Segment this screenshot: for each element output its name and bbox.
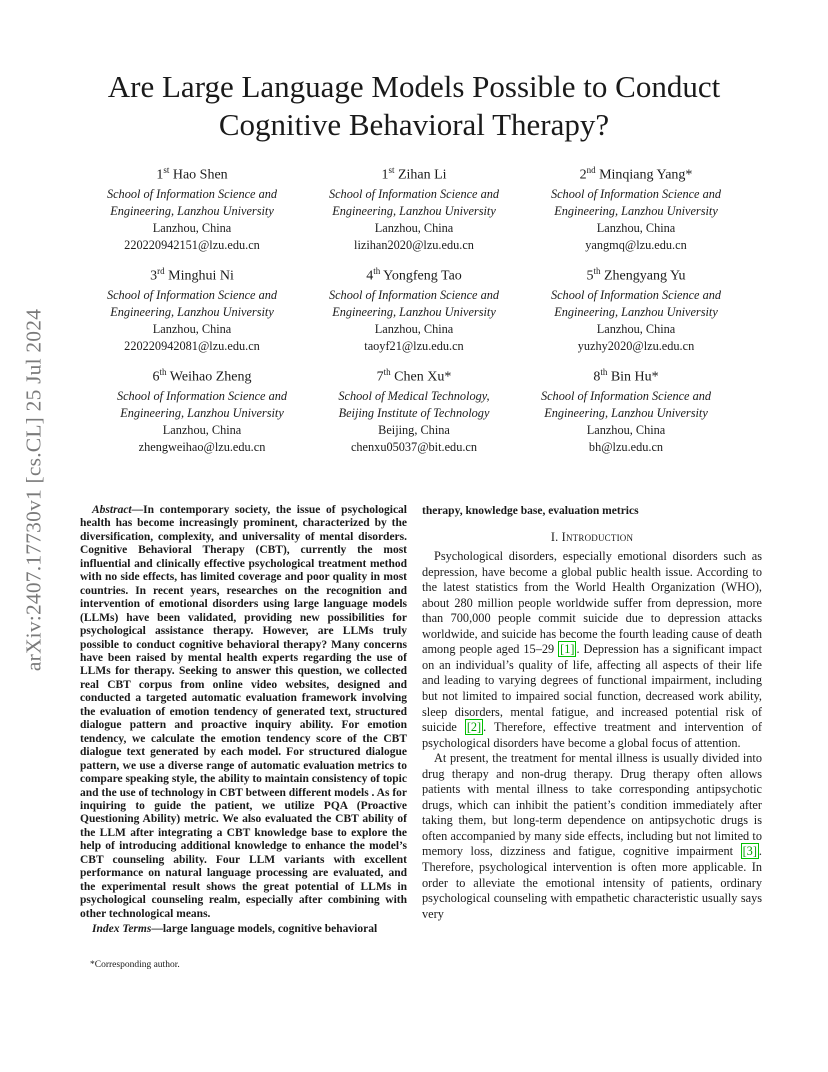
author-city: Lanzhou, China bbox=[152, 321, 232, 336]
index-terms-label: Index Terms bbox=[92, 923, 152, 936]
citation-link[interactable]: [3] bbox=[742, 844, 757, 859]
author-affiliation: School of Information Science and bbox=[116, 388, 288, 403]
author-email: yangmq@lzu.edu.cn bbox=[585, 237, 687, 252]
author-email: chenxu05037@bit.edu.cn bbox=[350, 439, 478, 454]
author-affiliation: Engineering, Lanzhou University bbox=[332, 304, 496, 319]
author-email: 220220942151@lzu.edu.cn bbox=[124, 237, 260, 252]
author-name: 8th Bin Hu* bbox=[593, 367, 659, 385]
author-email: 220220942081@lzu.edu.cn bbox=[124, 338, 260, 353]
author-city: Beijing, China bbox=[378, 422, 450, 437]
intro-paragraph: At present, the treatment for mental illness is usually divided into drug therapy and non-drug therapy. Drug therapy often allows patients with mental illness to take corresponding antipsychotic drugs, which can inhibit the patient’s condition immediately after taking them, but long-term dependence on antipsychotic drugs is often accompanied by many side effects, including but not limited to memory loss, dizziness and fatigue, cognitive impairment [3] . Therefore, psychological intervention is often more applicable. In order to alleviate the emotional intensity of patients, ordinary psychological counseling with empathetic characteristic usually says very bbox=[422, 751, 762, 921]
intro-paragraph: Psychological disorders, especially emotional disorders such as depression, have become a global public health issue. According to the latest statistics from the World Health Organization (WHO), about 280 million people worldwide suffer from depression, more than 700,000 people commit suicide due to depression attacks worldwide, and suicide has become the fourth leading cause of death among people aged 15–29 [1] . Depression has a significant impact on an individual’s quality of life, affecting all aspects of their life and leading to varying degrees of functional impairment, including but not limited to impaired social function, decreased work ability, sleep disorders, mental fatigue, and increased potential risk of suicide [2] . Therefore, effective treatment and intervention of psychological disorders have become a global focus of attention. bbox=[422, 549, 763, 750]
author-card bbox=[302, 362, 526, 456]
index-terms-text: —large language models, cognitive behavioral bbox=[151, 923, 378, 936]
author-city: Lanzhou, China bbox=[162, 422, 242, 437]
author-affiliation: Engineering, Lanzhou University bbox=[110, 203, 274, 218]
author-card bbox=[80, 261, 304, 355]
author-city: Lanzhou, China bbox=[596, 220, 676, 235]
arxiv-sidebar-stamp bbox=[14, 300, 54, 680]
author-affiliation: Engineering, Lanzhou University bbox=[120, 405, 284, 420]
author-affiliation: School of Information Science and bbox=[328, 186, 500, 201]
author-name: 1st Hao Shen bbox=[156, 165, 228, 183]
arxiv-id: arXiv:2407.17730v1 [cs.CL] 25 Jul 2024 bbox=[21, 308, 46, 672]
author-affiliation: Engineering, Lanzhou University bbox=[554, 203, 718, 218]
author-email: taoyf21@lzu.edu.cn bbox=[364, 338, 464, 353]
author-city: Lanzhou, China bbox=[152, 220, 232, 235]
author-email: lizihan2020@lzu.edu.cn bbox=[354, 237, 474, 252]
footnote: *Corresponding author. bbox=[90, 960, 180, 970]
author-email: yuzhy2020@lzu.edu.cn bbox=[577, 338, 695, 353]
index-terms-continued: therapy, knowledge base, evaluation metrics bbox=[422, 505, 639, 517]
paper-title: Are Large Language Models Possible to Conduct Cognitive Behavioral Therapy? bbox=[107, 69, 721, 142]
author-name: 3rd Minghui Ni bbox=[150, 266, 234, 284]
author-email: bh@lzu.edu.cn bbox=[588, 439, 664, 454]
author-affiliation: Beijing Institute of Technology bbox=[338, 405, 490, 420]
author-card bbox=[90, 362, 314, 456]
author-name: 2nd Minqiang Yang* bbox=[579, 165, 693, 183]
author-email: zhengweihao@lzu.edu.cn bbox=[138, 439, 266, 454]
abstract-column bbox=[80, 504, 407, 937]
intro-column bbox=[422, 504, 762, 922]
author-city: Lanzhou, China bbox=[374, 220, 454, 235]
author-card bbox=[302, 261, 526, 355]
author-card bbox=[514, 362, 738, 456]
abstract bbox=[80, 504, 407, 921]
abstract-label: Abstract bbox=[92, 504, 132, 516]
author-city: Lanzhou, China bbox=[596, 321, 676, 336]
abstract-text: —In contemporary society, the issue of psychological health has become increasingly prominent, characterized by the diversification, complexity, and universality of mental disorders. Cognitive Behavioral Therapy (CBT), currently the most influential and clinically effective psychological treatment method with no side effects, has limited coverage and poor quality in most countries. In recent years, researches on the recognition and intervention of emotional disorders using large language models (LLMs) have been validated, providing new possibilities for psychological assistance therapy. However, are LLMs truly possible to conduct cognitive behavioral therapy? Many concerns have been raised by mental health experts regarding the use of LLMs for therapy. Seeking to answer this question, we collected real CBT corpus from online video websites, designed and conducted a targeted automatic evaluation framework involving the evaluation of emotion tendency of generated text, structured dialogue pattern and proactive inquiry ability. For emotion tendency, we calculate the emotion tendency score of the CBT dialogue text generated by each model. For structured dialogue pattern, we use a diverse range of automatic evaluation metrics to compare speaking style, the ability to maintain consistency of topic and the use of technology in CBT between different models . As for inquiring to guide the patient, we utilize PQA (Proactive Questioning Ability) metric. We also evaluated the CBT ability of the LLM after integrating a CBT knowledge base to explore the help of introducing additional knowledge to enhance the model’s CBT counseling ability. Four LLM variants with excellent performance on natural language processing are evaluated, and the experimental result shows the great potential of LLMs in psychological counseling realm, especially after combining with other technological means. bbox=[80, 504, 408, 920]
author-name: 7th Chen Xu* bbox=[376, 367, 452, 385]
author-card bbox=[80, 160, 304, 254]
section-heading: I. Introduction bbox=[550, 529, 634, 544]
author-affiliation: School of Information Science and bbox=[550, 287, 722, 302]
citation-link[interactable]: [2] bbox=[466, 720, 482, 735]
citation-link[interactable]: [1] bbox=[560, 642, 575, 657]
author-affiliation: School of Information Science and bbox=[550, 186, 722, 201]
author-name: 1st Zihan Li bbox=[381, 165, 447, 183]
author-affiliation: School of Information Science and bbox=[106, 186, 278, 201]
author-affiliation: Engineering, Lanzhou University bbox=[554, 304, 718, 319]
author-affiliation: School of Medical Technology, bbox=[338, 388, 490, 403]
author-name: 6th Weihao Zheng bbox=[152, 367, 252, 385]
author-city: Lanzhou, China bbox=[374, 321, 454, 336]
author-name: 4th Yongfeng Tao bbox=[366, 266, 462, 284]
author-card bbox=[302, 160, 526, 254]
author-affiliation: School of Information Science and bbox=[540, 388, 712, 403]
author-card bbox=[524, 160, 748, 254]
author-card bbox=[524, 261, 748, 355]
author-city: Lanzhou, China bbox=[586, 422, 666, 437]
author-affiliation: Engineering, Lanzhou University bbox=[544, 405, 708, 420]
author-affiliation: School of Information Science and bbox=[106, 287, 278, 302]
author-affiliation: Engineering, Lanzhou University bbox=[332, 203, 496, 218]
author-affiliation: School of Information Science and bbox=[328, 287, 500, 302]
author-affiliation: Engineering, Lanzhou University bbox=[110, 304, 274, 319]
author-name: 5th Zhengyang Yu bbox=[586, 266, 686, 284]
index-terms bbox=[80, 923, 407, 936]
